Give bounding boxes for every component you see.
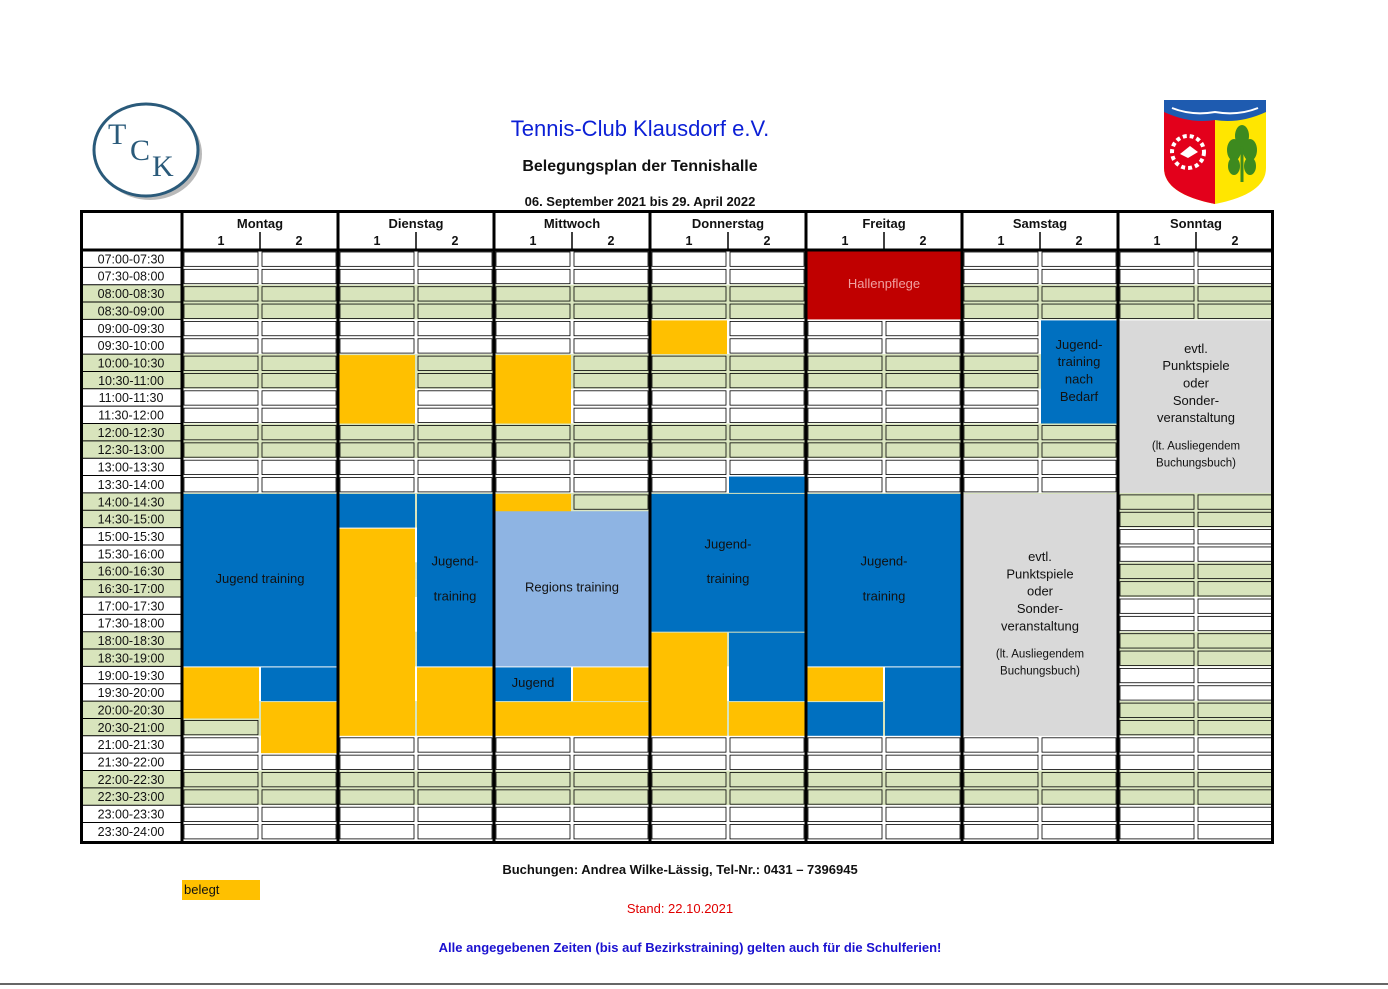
booking-contact: Buchungen: Andrea Wilke-Lässig, Tel-Nr.: 0431 – 7396945 (502, 862, 858, 877)
day-header: Freitag (862, 216, 906, 231)
time-row (80, 267, 1274, 284)
time-label: 12:00-12:30 (97, 425, 165, 440)
time-label: 08:30-09:00 (97, 304, 165, 319)
block-label: Jugend (511, 675, 555, 691)
block-label: Jugend- (1055, 336, 1103, 352)
time-label: 10:00-10:30 (97, 356, 165, 371)
day-header: Samstag (1012, 216, 1068, 231)
time-label: 12:30-13:00 (97, 443, 165, 458)
time-label: 15:30-16:00 (97, 547, 165, 562)
block-label: Regions training (525, 579, 619, 595)
time-label: 18:00-18:30 (97, 634, 165, 649)
block-label: oder (1182, 375, 1210, 391)
club-title: Tennis-Club Klausdorf e.V. (510, 116, 770, 141)
block-label: Jugend- (860, 553, 908, 569)
day-header: Montag (236, 216, 284, 231)
time-label: 08:00-08:30 (97, 287, 165, 302)
time-label: 09:00-09:30 (97, 321, 165, 336)
booking-block (339, 355, 415, 423)
time-label: 23:30-24:00 (97, 824, 165, 839)
block-label: Bedarf (1059, 388, 1099, 404)
court-label: 1 (529, 234, 537, 248)
block-label: Sonder- (1172, 392, 1220, 408)
time-label: 21:30-22:00 (97, 755, 165, 770)
time-row (80, 805, 1274, 822)
time-row (80, 771, 1274, 788)
booking-block (651, 633, 727, 736)
time-row (80, 458, 1274, 475)
court-label: 2 (607, 234, 615, 248)
time-row (80, 285, 1274, 302)
logo-letter-c: C (130, 134, 151, 167)
time-label: 23:00-23:30 (97, 807, 165, 822)
plan-period: 06. September 2021 bis 29. April 2022 (524, 194, 756, 209)
tck-logo (90, 100, 204, 204)
block-label: veranstaltung (1000, 618, 1080, 634)
block-label: oder (1026, 583, 1054, 599)
time-row (80, 441, 1274, 458)
block-label: nach (1064, 371, 1094, 387)
time-label: 20:00-20:30 (97, 703, 165, 718)
time-row (80, 753, 1274, 770)
block-label: Sonder- (1016, 601, 1064, 616)
block-label: Jugend training (215, 571, 305, 586)
time-label: 21:00-21:30 (97, 738, 165, 753)
booking-block (261, 702, 337, 753)
day-header: Sonntag (1170, 216, 1222, 231)
time-label: 13:30-14:00 (97, 477, 165, 492)
block-label: training (862, 588, 906, 604)
booking-block (417, 667, 493, 735)
block-note: (lt. Ausliegendem (995, 648, 1085, 661)
booking-block (651, 320, 727, 354)
booking-block (573, 667, 649, 701)
time-label: 11:30-12:00 (98, 408, 164, 423)
booking-block (807, 702, 883, 736)
block-label: Jugend- (704, 536, 752, 552)
block-label: Jugend- (431, 553, 479, 569)
booking-block (885, 667, 961, 735)
day-header: Dienstag (388, 216, 444, 231)
court-label: 2 (451, 234, 459, 248)
time-label: 11:00-11:30 (98, 391, 164, 406)
court-label: 1 (1153, 234, 1161, 248)
time-label: 20:30-21:00 (97, 720, 165, 735)
court-label: 2 (763, 234, 771, 248)
court-label: 1 (373, 234, 381, 248)
time-label: 17:00-17:30 (97, 599, 165, 614)
logo-letter-t: T (108, 118, 127, 151)
time-label: 22:30-23:00 (97, 790, 165, 805)
court-label: 1 (841, 234, 849, 248)
time-label: 13:00-13:30 (97, 460, 165, 475)
block-label: Hallenpflege (847, 276, 921, 292)
time-row (80, 823, 1274, 840)
block-note: (lt. Ausliegendem (1151, 440, 1241, 453)
schedule-grid (80, 210, 1274, 844)
day-header: Donnerstag (691, 216, 765, 231)
time-label: 14:00-14:30 (97, 495, 165, 510)
time-label: 09:30-10:00 (97, 339, 165, 354)
time-label: 19:00-19:30 (97, 668, 165, 683)
court-label: 1 (217, 234, 225, 248)
time-row (80, 250, 1274, 267)
time-label: 16:00-16:30 (97, 564, 165, 579)
time-label: 16:30-17:00 (97, 582, 165, 596)
court-label: 2 (1075, 234, 1083, 248)
time-label: 07:30-08:00 (97, 269, 165, 284)
booking-block (495, 702, 649, 736)
time-label: 17:30-18:00 (97, 616, 165, 631)
plan-subtitle: Belegungsplan der Tennishalle (522, 158, 758, 175)
block-note: Buchungsbuch) (1156, 457, 1236, 470)
block-label: training (706, 570, 750, 586)
block-label: Punktspiele (1006, 566, 1074, 582)
time-label: 10:30-11:00 (98, 373, 164, 388)
time-row (80, 424, 1274, 441)
time-row (80, 788, 1274, 805)
booking-block (729, 477, 805, 493)
booking-block (807, 494, 961, 667)
block-note: Buchungsbuch) (1000, 665, 1080, 678)
legend-booked: belegt (182, 880, 260, 900)
booking-block (807, 667, 883, 701)
block-label: training (1057, 354, 1101, 370)
coat-of-arms (1162, 98, 1268, 206)
court-label: 1 (997, 234, 1005, 248)
court-label: 2 (1231, 234, 1239, 248)
time-label: 15:00-15:30 (97, 529, 165, 544)
booking-block (651, 494, 805, 632)
time-label: 19:30-20:00 (97, 686, 165, 701)
block-label: veranstaltung (1156, 410, 1236, 426)
page-divider (0, 983, 1388, 985)
stand-date: Stand: 22.10.2021 (626, 901, 734, 916)
block-label: training (433, 588, 477, 604)
time-row (80, 302, 1274, 319)
time-row (80, 736, 1274, 753)
time-label: 18:30-19:00 (97, 651, 165, 666)
booking-block (417, 494, 493, 667)
booking-block (183, 667, 259, 718)
booking-block (261, 667, 337, 701)
time-label: 07:00-07:30 (97, 252, 165, 267)
booking-block (339, 494, 415, 528)
booking-block (729, 633, 805, 701)
block-label: Punktspiele (1162, 358, 1230, 374)
time-label: 14:30-15:00 (97, 512, 165, 527)
logo-letter-k: K (152, 150, 174, 183)
block-label: evtl. (1028, 549, 1052, 565)
day-header: Mittwoch (543, 216, 601, 231)
court-label: 2 (919, 234, 927, 248)
time-label: 22:00-22:30 (97, 772, 165, 787)
booking-block (339, 529, 415, 736)
booking-block (495, 355, 571, 423)
court-label: 2 (295, 234, 303, 248)
booking-block (729, 702, 805, 736)
court-label: 1 (685, 234, 693, 248)
holiday-note: Alle angegebenen Zeiten (bis auf Bezirkstraining) gelten auch für die Schulferien! (438, 940, 942, 955)
block-label: evtl. (1184, 340, 1208, 356)
time-row (80, 476, 1274, 493)
